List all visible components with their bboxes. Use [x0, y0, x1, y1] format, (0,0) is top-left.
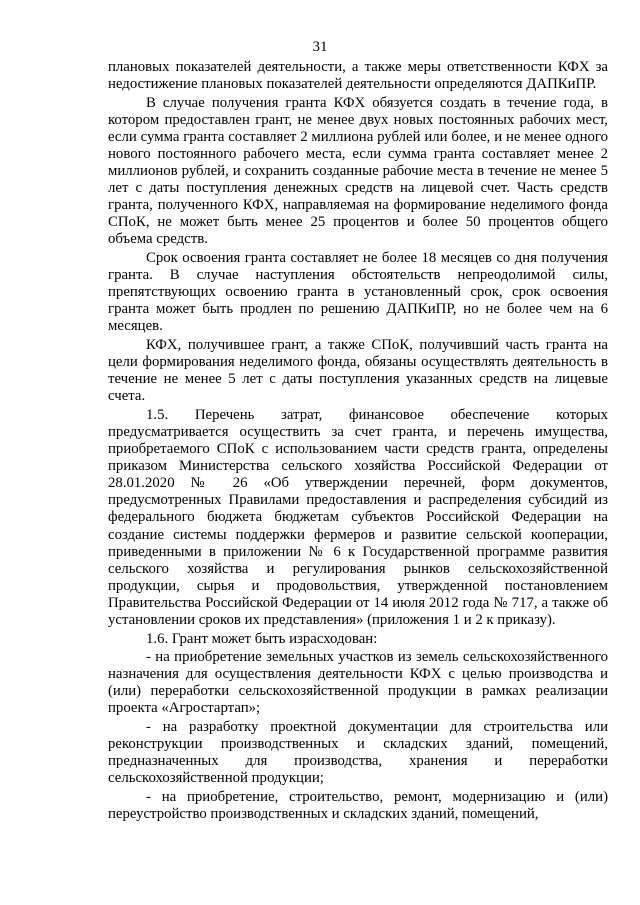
document-body	[108, 59, 608, 825]
list-item-project-documentation: - на разработку проектной документации для строительства или реконструкции производственных и складских зданий, помещений, предназначенных для производства, хранения и переработки сельскохозяйственной продукции;	[108, 719, 608, 787]
list-item-construction: - на приобретение, строительство, ремонт, модернизацию и (или) переустройство производственных и складских зданий, помещений,	[108, 788, 608, 823]
paragraph-section-1-6: 1.6. Грант может быть израсходован:	[146, 630, 378, 647]
paragraph-grant-term: Срок освоения гранта составляет не более 18 месяцев со дня получения гранта. В случае наступления обстоятельств непреодолимой силы, препятствующих освоению гранта в установленный срок, срок освоения гранта может быть продлен по решению ДАПКиПР, но не более чем на 6 месяцев.	[108, 250, 608, 335]
paragraph-activity-duration: КФХ, получившее грант, а также СПоК, получивший часть гранта на цели формирования неделимого фонда, обязаны осуществлять деятельность в течение не менее 5 лет с даты поступления указанных средств на лицевые счета.	[108, 337, 608, 405]
list-item-land-purchase: - на приобретение земельных участков из земель сельскохозяйственного назначения для осуществления деятельности КФХ с целью производства и (или) переработки сельскохозяйственной продукции в рамках реализации проекта «Агростартап»;	[108, 649, 608, 717]
paragraph-jobs-obligation: В случае получения гранта КФХ обязуется создать в течение года, в котором предоставлен грант, не менее двух новых постоянных рабочих мест, если сумма гранта составляет 2 миллиона рублей или более, и не менее одного нового постоянного рабочего места, если сумма гранта составляет менее 2 миллионов рублей, и сохранить созданные рабочие места в течение не менее 5 лет с даты поступления денежных средств на лицевой счет. Часть средств гранта, полученного КФХ, направляемая на формирование неделимого фонда СПоК, не может быть менее 25 процентов и более 50 процентов общего объема средств.	[108, 94, 608, 248]
paragraph-section-1-5: 1.5. Перечень затрат, финансовое обеспечение которых предусматривается осуществить за счет гранта, и перечень имущества, приобретаемого СПоК с использованием части средств гранта, определены приказом Министерства сельского хозяйства Российской Федерации от 28.01.2020 № 26 «Об утверждении перечней, форм документов, предусмотренных Правилами предоставления и распределения субсидий из федерального бюджета бюджетам субъектов Российской Федерации на создание системы поддержки фермеров и развитие сельской кооперации, приведенными в приложении № 6 к Государственной программе развития сельского хозяйства и регулирования рынков сельскохозяйственной продукции, сырья и продовольствия, утвержденной постановлением Правительства Российской Федерации от 14 июля 2012 года № 717, а также об установлении сроков их представления» (приложения 1 и 2 к приказу).	[108, 406, 608, 628]
page-number: 31	[312, 39, 328, 55]
paragraph-continuation: плановых показателей деятельности, а также меры ответственности КФХ за недостижение плановых показателей деятельности определяются ДАПКиПР.	[108, 59, 608, 93]
